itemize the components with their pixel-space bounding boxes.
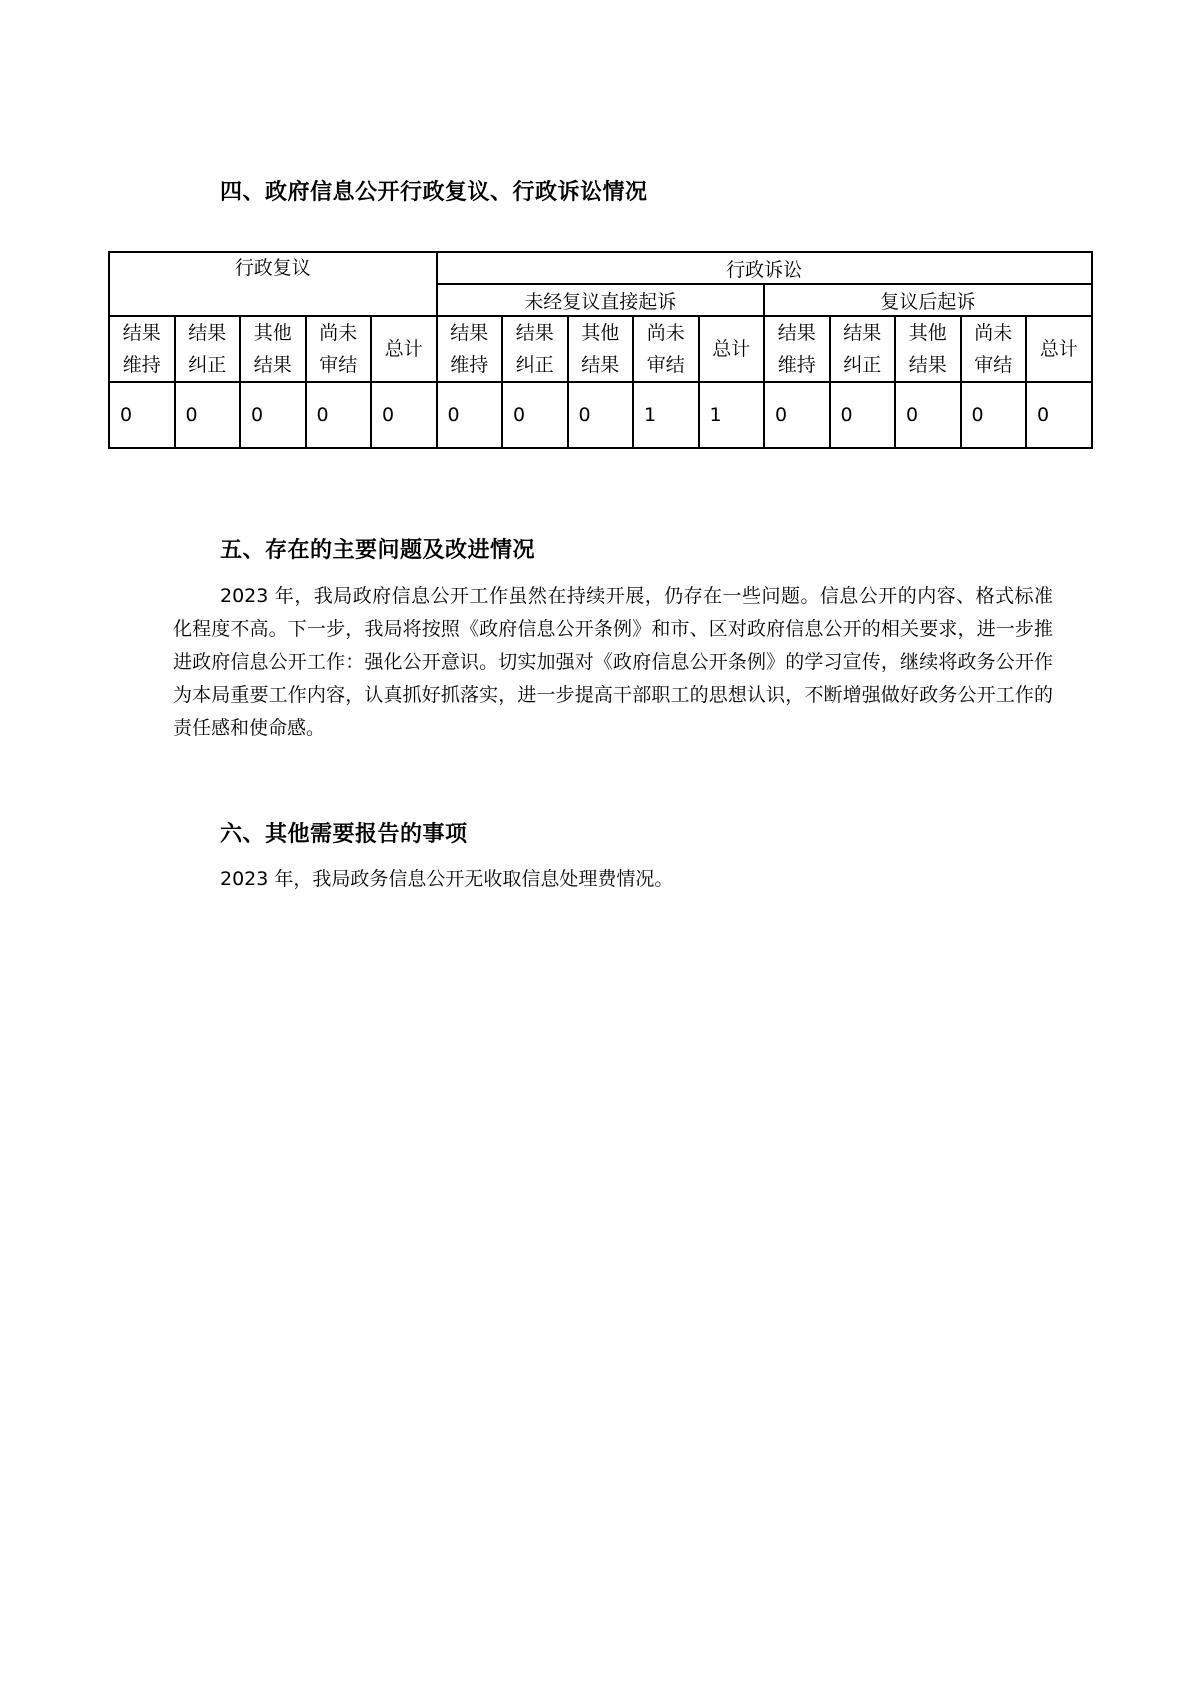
col-header: 其他结果: [568, 316, 634, 382]
header-admin-review: 行政复议: [109, 252, 437, 316]
table-cell: 0: [175, 382, 241, 448]
header-direct-litigation: 未经复议直接起诉: [437, 284, 765, 316]
col-header: 结果维持: [764, 316, 830, 382]
col-header: 总计: [371, 316, 437, 382]
paragraph-other-matters: 2023 年，我局政务信息公开无收取信息处理费情况。: [220, 868, 674, 890]
col-header: 其他结果: [895, 316, 961, 382]
col-header: 总计: [1026, 316, 1092, 382]
table-cell: 0: [109, 382, 175, 448]
table-cell: 0: [568, 382, 634, 448]
col-header: 结果维持: [109, 316, 175, 382]
col-header: 结果纠正: [175, 316, 241, 382]
col-header: 尚未审结: [633, 316, 699, 382]
col-header: 其他结果: [240, 316, 306, 382]
paragraph-problems: 2023 年，我局政府信息公开工作虽然在持续开展，仍存在一些问题。信息公开的内容、格式标准化程度不高。下一步，我局将按照《政府信息公开条例》和市、区对政府信息公开的相关要求，进一步推进政府信息公开工作：强化公开意识。切实加强对《政府信息公开条例》的学习宣传，继续将政务公开作为本局重要工作内容，认真抓好抓落实，进一步提高干部职工的思想认识，不断增强做好政务公开工作的责任感和使命感。: [173, 585, 1053, 739]
table-cell: 0: [764, 382, 830, 448]
table-cell: 0: [437, 382, 503, 448]
table-cell: 0: [240, 382, 306, 448]
table-cell: 0: [1026, 382, 1092, 448]
section-heading-problems: 五、存在的主要问题及改进情况: [220, 537, 536, 563]
col-header: 尚未审结: [306, 316, 372, 382]
admin-review-litigation-table: [108, 251, 1093, 449]
table-cell: 0: [961, 382, 1027, 448]
table-cell: 1: [699, 382, 765, 448]
table-data-row: [109, 382, 1092, 448]
col-header: 尚未审结: [961, 316, 1027, 382]
section-heading-admin-review: 四、政府信息公开行政复议、行政诉讼情况: [220, 179, 648, 205]
col-header: 结果纠正: [830, 316, 896, 382]
header-admin-litigation: 行政诉讼: [437, 252, 1092, 284]
col-header: 结果纠正: [502, 316, 568, 382]
col-header: 总计: [699, 316, 765, 382]
table-cell: 1: [633, 382, 699, 448]
table-cell: 0: [306, 382, 372, 448]
col-header: 结果维持: [437, 316, 503, 382]
table-cell: 0: [502, 382, 568, 448]
section-heading-other-matters: 六、其他需要报告的事项: [220, 821, 468, 847]
table-header-row-1: [109, 252, 1092, 284]
table-cell: 0: [371, 382, 437, 448]
header-after-review-litigation: 复议后起诉: [764, 284, 1092, 316]
table-cell: 0: [895, 382, 961, 448]
table-header-row-3: [109, 316, 1092, 382]
table-cell: 0: [830, 382, 896, 448]
